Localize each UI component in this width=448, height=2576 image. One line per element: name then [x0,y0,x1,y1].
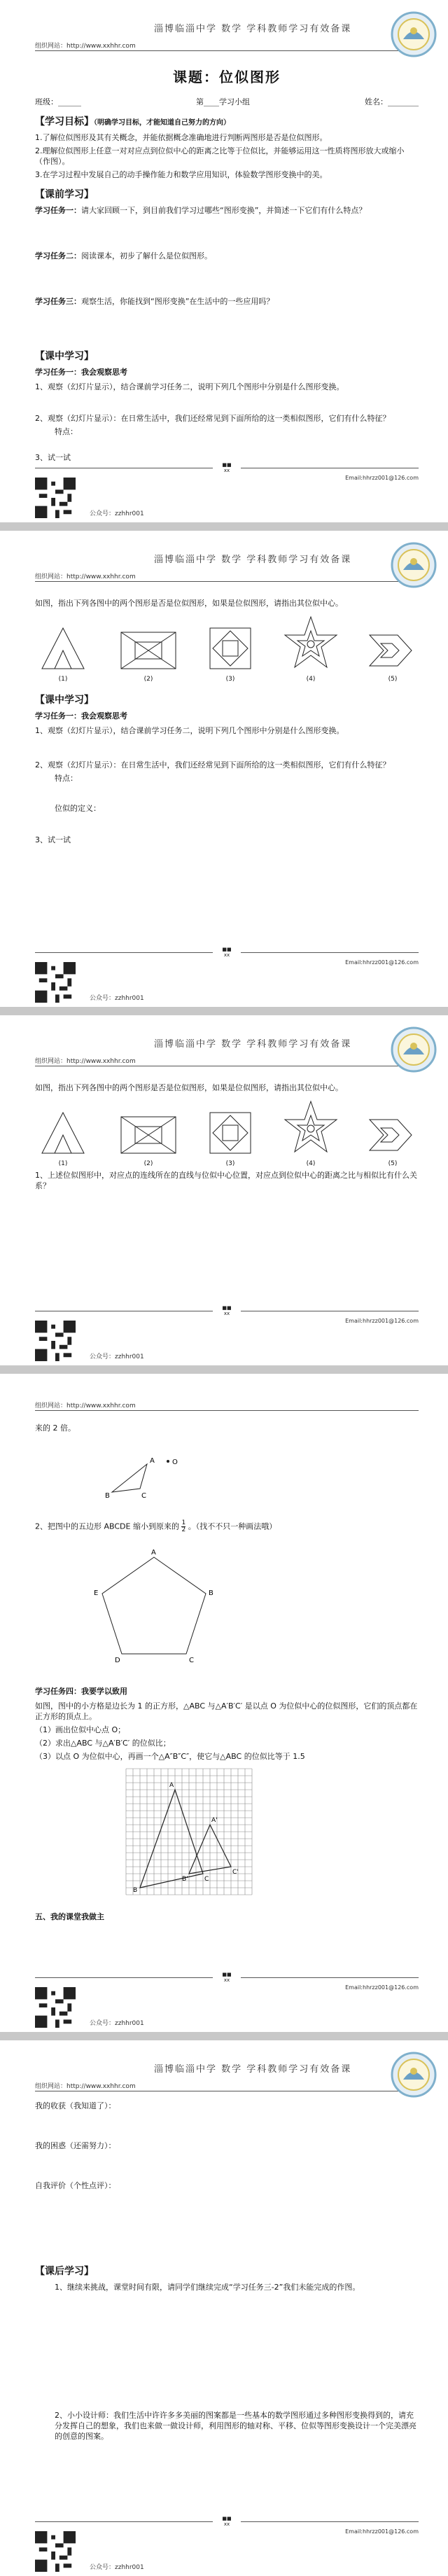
figure-5: (5) [367,628,419,683]
nested-squares-icon [206,1108,255,1157]
triangle-abc-figure [91,1436,217,1506]
name-field[interactable]: 姓名：________ [365,97,419,106]
page-4 [0,1374,448,2032]
footer-center-mark: ■■ xx [213,462,241,473]
class-q2-feature: 特点： [55,427,78,436]
nested-triangles-icon [35,1108,91,1157]
figure-1: (1) [35,1108,91,1167]
figure-4: (4) [282,1100,340,1167]
point-a-label: A [150,1457,155,1465]
school-seal-icon [391,542,437,588]
qr-code-icon[interactable] [35,1987,76,2028]
page-header [35,1015,419,1070]
page-header [35,531,419,585]
class-q3: 3、试一试 [35,835,71,844]
header-url[interactable]: 组织网站：http://www.xxhhr.com [35,1058,136,1065]
nested-rectangles-icon [118,628,178,673]
page-footer [35,462,419,522]
class-q2-feature: 特点： [55,774,78,783]
my-gains: 我的收获（我知道了）： [35,2101,116,2110]
pentagon-abcde-figure [91,1547,217,1666]
star-rosette-icon [282,1100,340,1157]
objective-2: 2.理解位似图形上任意一对对应点到位似中心的距离之比等于位似比，并能够运用这一性质将图形放大或缩小（作图）。 [35,146,405,166]
cut-off-text: 1、上述位似图形中，对应点的连线所在的直线与位似中心位置，对应点到位似中心的距离之比与相似比有什么关系？ [35,1171,417,1190]
header-url[interactable]: 组织网站：http://www.xxhhr.com [35,43,136,50]
figures-intro: 如图，指出下列各图中的两个图形是否是位似图形，如果是位似图形，请指出其位似中心。 [35,599,343,608]
footer-wechat: 公众号：zzhhr001 [90,510,144,517]
after-task-2: 2、小小设计师：我们生活中许许多多美丽的图案都是一些基本的数学图形通过多种图形变换得到的，请充分发挥自己的想象，我们也来做一做设计师，利用图形的轴对称、平移、位似等图形变换设计一个完美漂亮的创意的图案。 [55,2411,416,2441]
nested-squares-icon [206,624,255,673]
homothety-figures [35,1100,419,1167]
page-header [35,2040,419,2095]
footer-email[interactable]: Email:hhrzz001@126.com [345,1318,419,1324]
page-title: 课题：位似图形 [173,69,281,85]
point-o-label: O [172,1458,178,1466]
objective-1: 1.了解位似图形及其有关概念，并能依据概念准确地进行判断两图形是否是位似图形。 [35,133,328,142]
header-rule [35,1410,419,1411]
class-q3: 3、试一试 [35,453,71,462]
objective-note: （明确学习目标，才能知道自己努力的方向） [94,119,230,127]
footer-wechat: 公众号：zzhhr001 [90,1353,144,1360]
footer-wechat: 公众号：zzhhr001 [90,995,144,1002]
nested-triangles-icon [35,624,91,673]
figure-3: (3) [206,1108,255,1167]
grid-triangles-figure [126,1769,252,1895]
grid-label-c: C [204,1876,209,1883]
question-2: 2、把图中的五边形 ABCDE 缩小到原来的 $\frac{1}{2}$ 。（找不不只一种画法哦） [35,1519,277,1533]
objective-3: 3.在学习过程中发展自己的动手操作能力和数学应用知识，体验数学图形变换中的美。 [35,170,328,179]
header-rule [35,50,419,51]
page-3 [0,1015,448,1365]
pentagon-label-a: A [151,1549,156,1557]
header-url[interactable]: 组织网站：http://www.xxhhr.com [35,1402,136,1409]
pentagon-label-e: E [94,1589,99,1597]
header-school: 淄博临淄中学 数学 学科教师学习有效备课 [154,555,352,565]
figure-3: (3) [206,624,255,683]
task4-item-3: （3）以点 O 为位似中心，再画一个△A″B″C″，使它与△ABC 的位似比等于 1.5 [35,1752,305,1761]
page-5 [0,2040,448,2576]
page-1 [0,0,448,522]
footer-center-mark: ■■ xx [213,1972,241,1983]
pre-task-3: 学习任务三：观察生活，你能找到“图形变换”在生活中的一些应用吗？ [35,297,274,306]
arrow-shapes-icon [367,1113,419,1157]
page-footer [35,1972,419,2032]
after-task-1: 1、继续来挑战，课堂时间有限，请同学们继续完成“学习任务三-2”我们未能完成的作图。 [55,2283,360,2292]
class-q2: 2、观察（幻灯片显示）：在日常生活中，我们还经常见到下面所给的这一类相似图形，它们有什么特征？ [35,414,391,423]
objective-heading: 【学习目标】（明确学习目标，才能知道自己努力的方向） [35,116,230,127]
figure-2: (2) [118,1113,178,1167]
qr-code-icon[interactable] [35,2531,76,2572]
class-q2: 2、观察（幻灯片显示）：在日常生活中，我们还经常见到下面所给的这一类相似图形，它们有什么特征？ [35,760,391,770]
qr-code-icon[interactable] [35,1321,76,1361]
footer-center-mark: ■■ xx [213,1305,241,1316]
footer-email[interactable]: Email:hhrzz001@126.com [345,1984,419,1991]
pentagon-label-c: C [189,1657,194,1664]
grid-label-a: A [169,1782,174,1789]
class-task-label: 学习任务一：我会观察思考 [35,368,127,377]
figure-4: (4) [282,615,340,683]
figure-1: (1) [35,624,91,683]
in-class-heading: 【课中学习】 [35,351,94,362]
task4-item-2: （2）求出△ABC 与△A′B′C′ 的位似比； [35,1739,171,1748]
student-info-row [35,96,419,107]
class-field[interactable]: 班级：______ [35,97,81,106]
header-rule [35,581,419,582]
group-field[interactable]: 第____学习小组 [196,97,250,106]
homothety-figures [35,615,419,683]
qr-code-icon[interactable] [35,962,76,1003]
point-c-label: C [141,1492,146,1500]
task4-text: 如图，图中的小方格是边长为 1 的正方形，△ABC 与△A′B′C′ 是以点 O 为位似中心的位似图形，它们的顶点都在正方形的顶点上。 [35,1701,418,1721]
summary-heading: 五、我的课堂我做主 [35,1912,104,1921]
grid-label-b: B [133,1887,138,1894]
page-2 [0,531,448,1007]
definition-label: 位似的定义： [55,804,101,813]
pentagon-label-d: D [115,1657,120,1664]
footer-wechat: 公众号：zzhhr001 [90,2020,144,2027]
figures-intro: 如图，指出下列各图中的两个图形是否是位似图形，如果是位似图形，请指出其位似中心。 [35,1083,343,1092]
school-seal-icon [391,11,437,57]
qr-code-icon[interactable] [35,478,76,518]
footer-email[interactable]: Email:hhrzz001@126.com [345,475,419,481]
footer-center-mark: ■■ xx [213,2516,241,2527]
header-school: 淄博临淄中学 数学 学科教师学习有效备课 [154,2064,352,2075]
page-footer [35,2516,419,2576]
header-url[interactable]: 组织网站：http://www.xxhhr.com [35,2083,136,2090]
my-doubts: 我的困惑（还需努力）： [35,2141,116,2150]
class-q1: 1、观察（幻灯片显示），结合课前学习任务二，说明下列几个图形中分别是什么图形变换。 [35,726,344,735]
nested-rectangles-icon [118,1113,178,1157]
header-school: 淄博临淄中学 数学 学科教师学习有效备课 [154,24,352,34]
page-footer [35,947,419,1007]
footer-email[interactable]: Email:hhrzz001@126.com [345,2528,419,2535]
figure-5: (5) [367,1113,419,1167]
point-b-label: B [105,1492,110,1500]
grid-label-a-prime: A' [211,1817,218,1824]
pre-task-2: 学习任务二：阅读课本，初步了解什么是位似图形。 [35,251,212,260]
class-q1: 1、观察（幻灯片显示），结合课前学习任务二，说明下列几个图形中分别是什么图形变换。 [35,382,344,391]
header-url[interactable]: 组织网站：http://www.xxhhr.com [35,573,136,580]
school-seal-icon [391,2052,437,2098]
page-header [35,1374,419,1416]
fraction-half: $\frac{1}{2}$ [181,1519,186,1533]
grid-label-c-prime: C' [232,1869,239,1876]
task4-heading: 学习任务四：我要学以致用 [35,1687,127,1696]
pre-task-1: 学习任务一：请大家回顾一下，到目前我们学习过哪些“图形变换”，并简述一下它们有什么特点？ [35,206,367,215]
class-task-label: 学习任务一：我会观察思考 [35,711,127,720]
arrow-shapes-icon [367,628,419,673]
footer-email[interactable]: Email:hhrzz001@126.com [345,959,419,966]
grid-label-b-prime: B' [182,1876,188,1883]
pentagon-label-b: B [209,1589,214,1597]
task4-item-1: （1）画出位似中心点 O； [35,1725,126,1734]
figure-2: (2) [118,628,178,683]
footer-center-mark: ■■ xx [213,947,241,958]
school-seal-icon [391,1026,437,1073]
header-school: 淄博临淄中学 数学 学科教师学习有效备课 [154,1039,352,1050]
page-footer [35,1305,419,1365]
in-class-heading: 【课中学习】 [35,695,94,706]
footer-wechat: 公众号：zzhhr001 [90,2564,144,2571]
after-class-heading: 【课后学习】 [35,2266,94,2277]
star-rosette-icon [282,615,340,673]
self-evaluation: 自我评价（个性点评）： [35,2181,116,2190]
pre-class-heading: 【课前学习】 [35,189,94,200]
continued-text: 来的 2 倍。 [35,1423,76,1433]
page-header [35,0,419,55]
